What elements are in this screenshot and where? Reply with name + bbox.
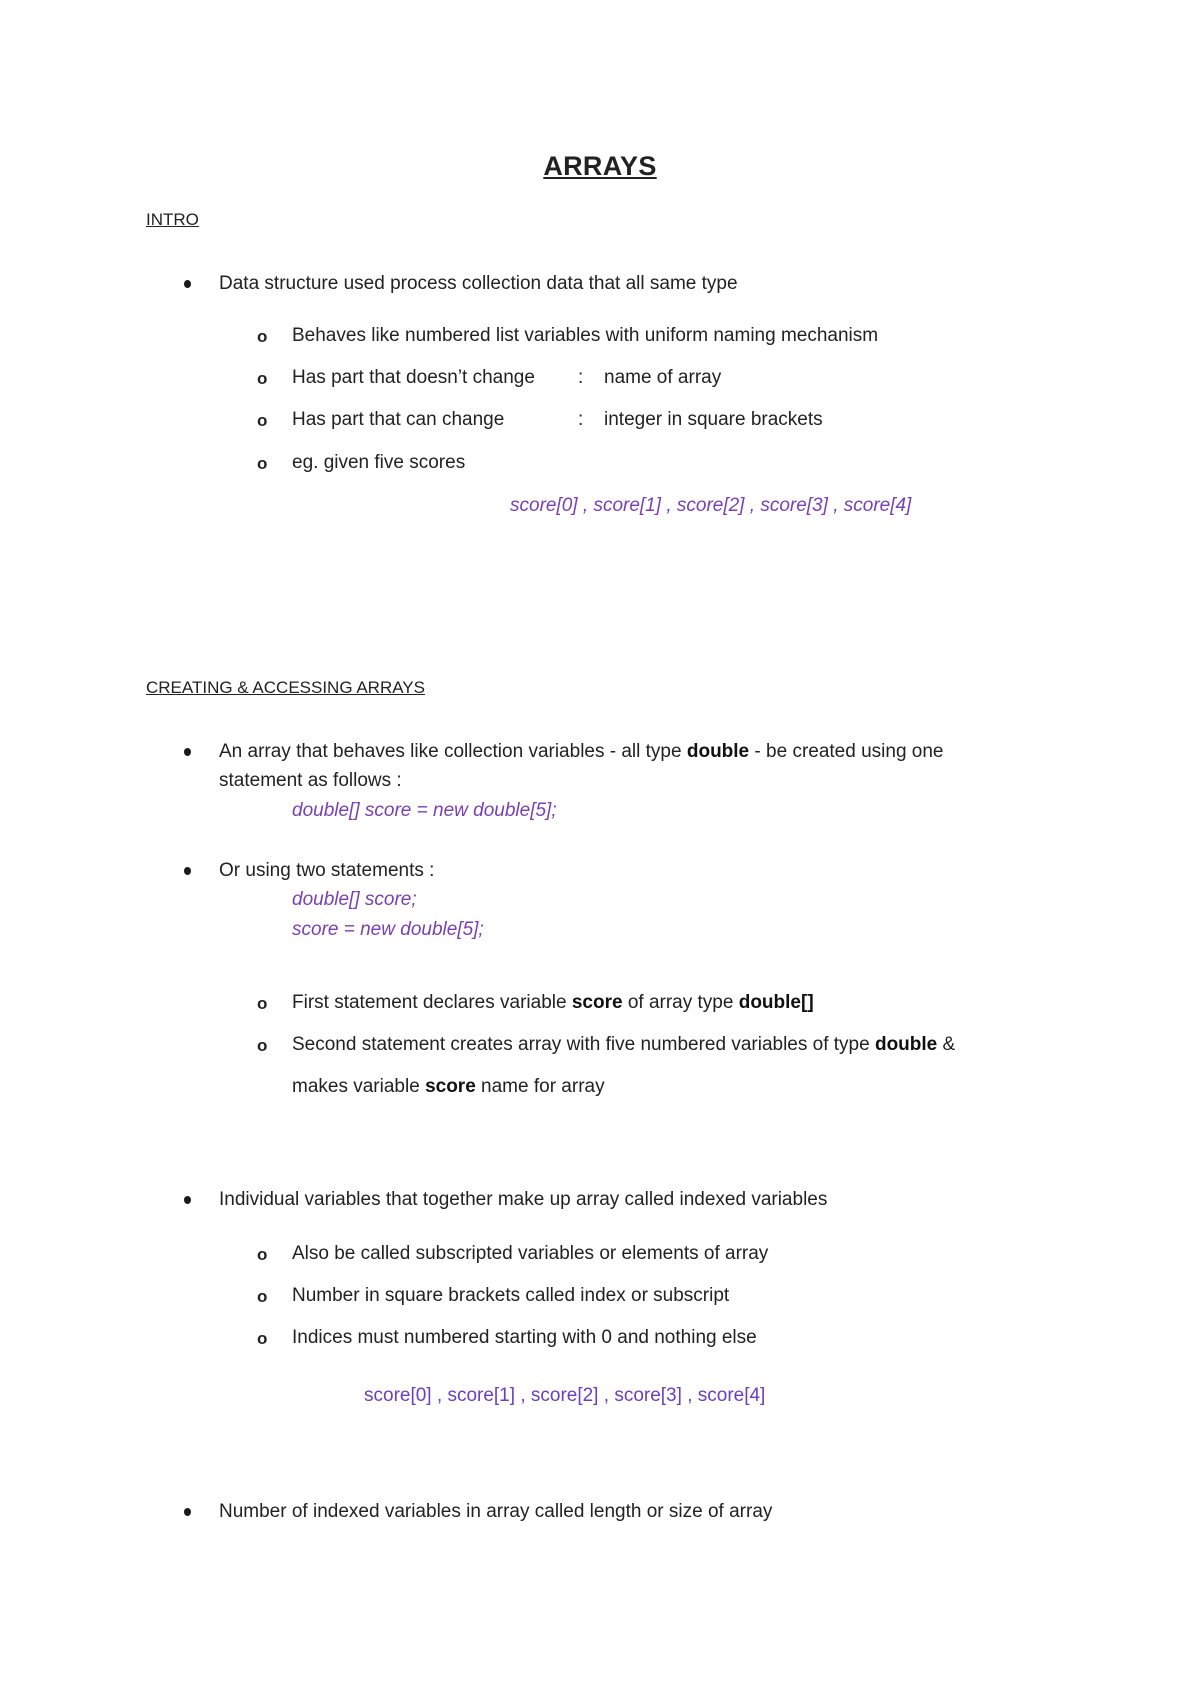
- code-line: score = new double[5];: [292, 919, 484, 940]
- intro-sub-4: eg. given five scores: [292, 452, 466, 473]
- example-item: score[0]: [510, 495, 578, 516]
- bullet-icon: [184, 1508, 191, 1516]
- bullet-icon: [184, 280, 191, 288]
- creating-sub-2-line2: makes variable score name for array: [292, 1076, 605, 1097]
- sub-bullet-icon: o: [257, 1329, 268, 1348]
- creating-sub-3-3: Indices must numbered starting with 0 and nothing else: [292, 1327, 757, 1348]
- sub-bullet-icon: o: [257, 994, 268, 1013]
- code-line: double[] score;: [292, 889, 417, 910]
- section-heading-creating: CREATING & ACCESSING ARRAYS: [146, 678, 425, 697]
- creating-sub-3-1: Also be called subscripted variables or elements of array: [292, 1243, 769, 1264]
- sub-bullet-icon: o: [257, 454, 268, 473]
- code-line: double[] score = new double[5];: [292, 800, 557, 821]
- intro-example: score[0] , score[1] , score[2] , score[3] , score[4]: [510, 495, 912, 516]
- creating-sub-2: Second statement creates array with five numbered variables of type double &: [292, 1034, 956, 1055]
- example-item: score[4]: [843, 495, 912, 516]
- example-item: score[0]: [364, 1385, 432, 1406]
- example-item: score[3]: [614, 1385, 682, 1406]
- intro-sub-3-left: Has part that can change: [292, 409, 505, 430]
- creating-bullet-1-line2: statement as follows :: [219, 770, 402, 791]
- example-item: score[1]: [447, 1385, 516, 1406]
- bullet-icon: [184, 748, 191, 756]
- sub-bullet-icon: o: [257, 1036, 268, 1055]
- example-item: score[4]: [697, 1385, 766, 1406]
- intro-sub-2-right: name of array: [604, 367, 722, 388]
- intro-sub-2-colon: :: [578, 367, 584, 388]
- sub-bullet-icon: o: [257, 411, 268, 430]
- intro-sub-3-right: integer in square brackets: [604, 409, 823, 430]
- creating-bullet-1: An array that behaves like collection variables - all type double - be created using one: [219, 741, 944, 762]
- bullet-icon: [184, 1196, 191, 1204]
- bullet-icon: [184, 867, 191, 875]
- sub-bullet-icon: o: [257, 327, 268, 346]
- example-item: score[3]: [760, 495, 828, 516]
- indexed-example: score[0] , score[1] , score[2] , score[3] , score[4]: [364, 1385, 766, 1406]
- page-title: ARRAYS: [543, 151, 657, 181]
- section-heading-intro: INTRO: [146, 210, 199, 229]
- example-item: score[2]: [676, 495, 745, 516]
- sub-bullet-icon: o: [257, 1287, 268, 1306]
- creating-bullet-3: Individual variables that together make up array called indexed variables: [219, 1189, 828, 1210]
- intro-sub-1: Behaves like numbered list variables with uniform naming mechanism: [292, 325, 879, 346]
- sub-bullet-icon: o: [257, 369, 268, 388]
- sub-bullet-icon: o: [257, 1245, 268, 1264]
- intro-sub-2-left: Has part that doesn’t change: [292, 367, 535, 388]
- example-item: score[1]: [593, 495, 662, 516]
- creating-bullet-2: Or using two statements :: [219, 860, 435, 881]
- creating-sub-3-2: Number in square brackets called index or subscript: [292, 1285, 730, 1306]
- creating-bullet-4: Number of indexed variables in array called length or size of array: [219, 1501, 773, 1522]
- example-item: score[2]: [530, 1385, 599, 1406]
- intro-sub-3-colon: :: [578, 409, 584, 430]
- intro-bullet-1: Data structure used process collection data that all same type: [219, 273, 738, 294]
- creating-sub-1: First statement declares variable score of array type double[]: [292, 992, 814, 1013]
